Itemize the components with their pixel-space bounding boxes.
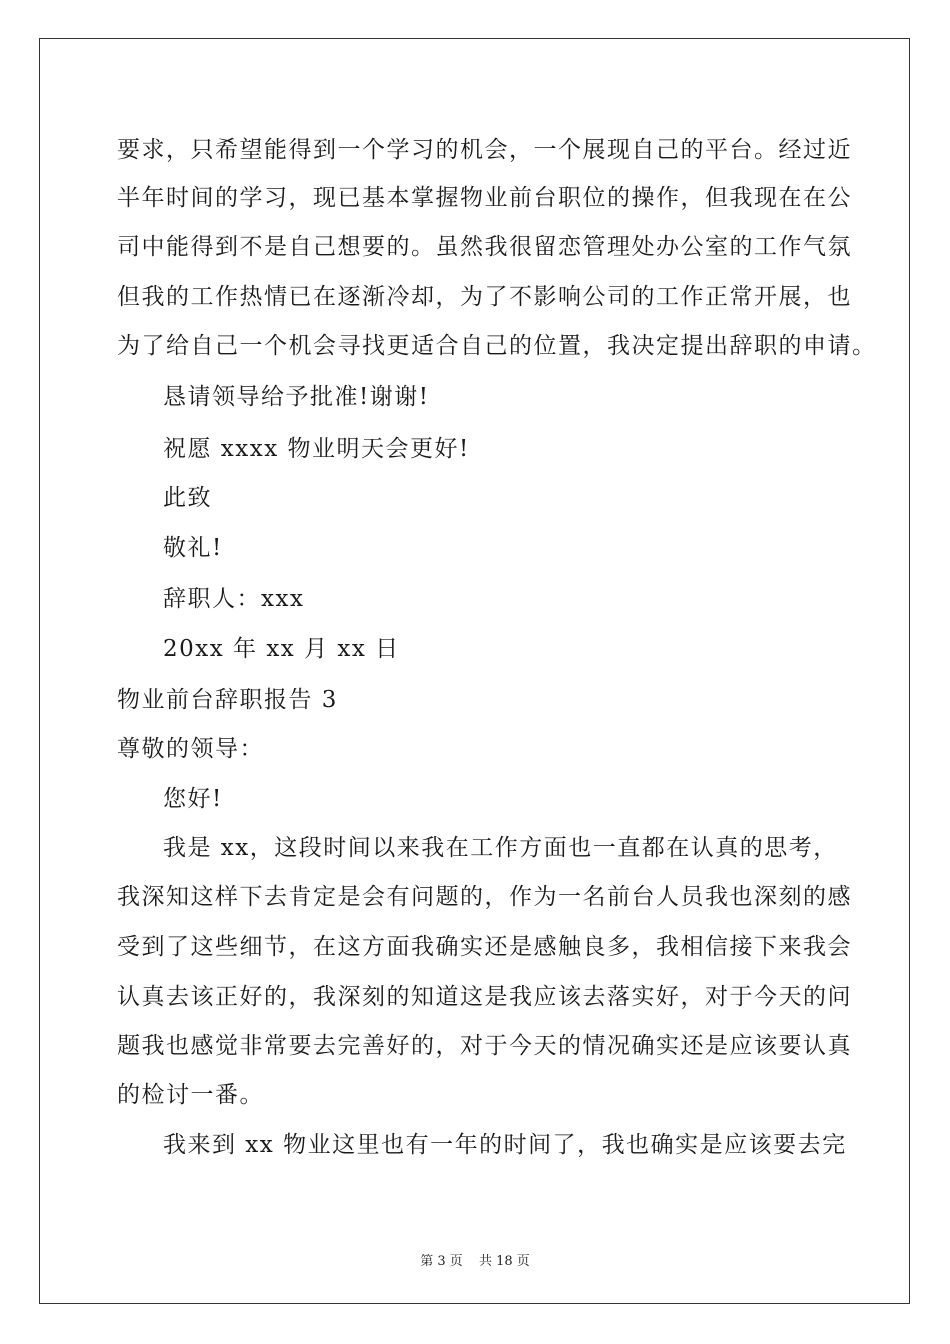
paragraph-line: 题我也感觉非常要去完善好的，对于今天的情况确实还是应该要认真	[117, 1033, 852, 1059]
salutation-line: 敬礼!	[163, 535, 223, 561]
paragraph-line: 半年时间的学习，现已基本掌握物业前台职位的操作，但我现在在公	[117, 185, 852, 211]
paragraph-line: 我深知这样下去肯定是会有问题的，作为一名前台人员我也深刻的感	[117, 884, 852, 910]
section-title: 物业前台辞职报告 3	[117, 687, 338, 713]
greeting-line: 您好!	[163, 786, 223, 812]
paragraph-line: 我来到 xx 物业这里也有一年的时间了，我也确实是应该要去完	[163, 1132, 847, 1158]
paragraph-line: 受到了这些细节，在这方面我确实还是感触良多，我相信接下来我会	[117, 934, 852, 960]
date-line: 20xx 年 xx 月 xx 日	[163, 636, 400, 662]
signature-line: 辞职人：xxx	[163, 586, 305, 612]
page-footer	[0, 1250, 950, 1269]
wish-line: 祝愿 xxxx 物业明天会更好!	[163, 436, 470, 462]
paragraph-line: 但我的工作热情已在逐渐冷却，为了不影响公司的工作正常开展，也	[117, 284, 852, 310]
closing-line: 此致	[163, 485, 212, 511]
paragraph-line: 我是 xx，这段时间以来我在工作方面也一直都在认真的思考，	[163, 835, 838, 861]
page-number: 第 3 页	[420, 1254, 463, 1269]
total-pages: 共 18 页	[478, 1254, 530, 1269]
paragraph-line: 的检讨一番。	[117, 1082, 264, 1108]
paragraph-line: 为了给自己一个机会寻找更适合自己的位置，我决定提出辞职的申请。	[117, 333, 877, 359]
request-line: 恳请领导给予批准!谢谢!	[163, 384, 430, 410]
paragraph-line: 司中能得到不是自己想要的。虽然我很留恋管理处办公室的工作气氛	[117, 234, 852, 260]
page-border	[39, 38, 910, 1304]
paragraph-line: 认真去该正好的，我深刻的知道这是我应该去落实好，对于今天的问	[117, 984, 852, 1010]
greeting-line: 尊敬的领导：	[117, 736, 264, 762]
paragraph-line: 要求，只希望能得到一个学习的机会，一个展现自己的平台。经过近	[117, 137, 852, 163]
